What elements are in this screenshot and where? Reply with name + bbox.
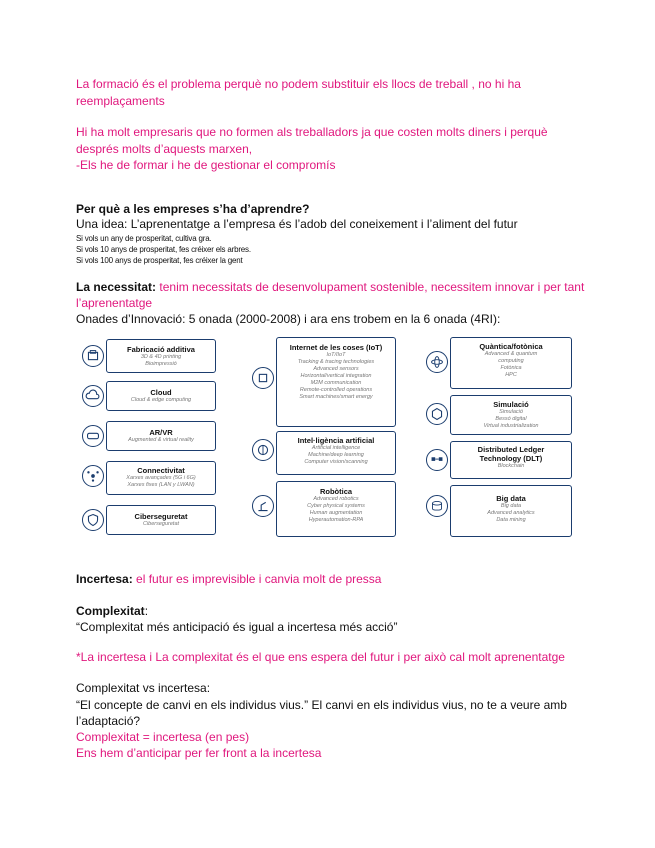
section-heading: Complexitat (76, 604, 145, 618)
tech-title: Connectivitat (137, 466, 185, 475)
tech-sub: Advanced analytics (487, 510, 535, 516)
cloud-icon (82, 385, 104, 407)
tech-sub: Computer vision/scanning (304, 459, 368, 465)
tech-title: Ciberseguretat (134, 512, 188, 521)
tech-title: Simulació (493, 400, 529, 409)
paragraph-line (76, 279, 584, 296)
tech-sub: Artificial intelligence (311, 445, 361, 451)
emphasis-text: el futur es imprevisible i canvia molt de pressa (132, 572, 382, 586)
tech-title: Big data (496, 494, 526, 503)
tech-box (450, 395, 572, 435)
tech-title: Fabricació additiva (127, 345, 195, 354)
iot-icon (252, 367, 274, 389)
paragraph-line: Ens hem d’anticipar per fer front a la incertesa (76, 746, 322, 760)
tech-title: Distributed Ledger Technology (DLT) (477, 445, 545, 463)
paragraph-line: Hi ha molt empresaris que no formen als treballadors ja que costen molts diners i perquè (76, 125, 548, 139)
paragraph-line: *La incertesa i La complexitat és el que ens espera del futur i per això cal molt aprenentatge (76, 650, 565, 664)
paragraph-line: -Els he de formar i he de gestionar el compromís (76, 158, 336, 172)
tech-sub: Advanced & quantum (484, 351, 538, 357)
paragraph-line: Onades d’Innovació: 5 onada (2000-2008) i ara ens trobem en la 6 onada (4RI): (76, 312, 501, 326)
paragraph-line: La formació és el problema perquè no podem substituir els llocs de treball , no hi ha (76, 77, 521, 91)
tech-sub: Simulació (499, 409, 523, 415)
vr-headset-icon (82, 425, 104, 447)
tech-sub: Bessó digital (495, 416, 527, 422)
small-line: Si vols un any de prosperitat, cultiva gra. (76, 234, 212, 243)
data-icon (426, 495, 448, 517)
innovation-infographic (76, 335, 576, 541)
tech-box (106, 421, 216, 451)
tech-sub: M2M communication (310, 380, 362, 386)
tech-box (450, 441, 572, 479)
paragraph-line: reemplaçaments (76, 94, 165, 108)
tech-title: Internet de les coses (IoT) (289, 343, 383, 352)
tech-sub: Machine/deep learning (308, 452, 364, 458)
paragraph-line: “El concepte de canvi en els individus vius.” El canvi en els individus vius, no te a veure amb (76, 698, 567, 712)
tech-sub: Blockchain (497, 463, 525, 469)
network-icon (82, 465, 104, 487)
tech-title: Intel·ligència artificial (297, 436, 375, 445)
paragraph-line (76, 603, 148, 620)
tech-sub: Cyber physical systems (307, 503, 365, 509)
tech-sub: Xarxes avançades (5G i 6G) (126, 475, 196, 481)
tech-sub: Remote-controlled operations (299, 387, 373, 393)
emphasis-text: tenim necessitats de desenvolupament sostenible, necessitem innovar i per tant (156, 280, 585, 294)
tech-sub: Advanced sensors (313, 366, 359, 372)
printer-icon (82, 345, 104, 367)
tech-sub: computing (498, 358, 524, 364)
tech-sub: Horizontal/vertical integration (300, 373, 372, 379)
tech-box (106, 505, 216, 535)
paragraph-line: l’adaptació? (76, 714, 141, 728)
tech-sub: Cloud & edge computing (130, 397, 192, 403)
tech-sub: Smart machines/smart energy (299, 394, 373, 400)
atom-icon (426, 351, 448, 373)
tech-box (106, 339, 216, 373)
tech-box (276, 337, 396, 427)
section-heading: La necessitat: (76, 280, 157, 294)
tech-title: Quàntica/fotònica (479, 342, 543, 351)
paragraph-line: “Complexitat més anticipació és igual a incertesa més acció” (76, 620, 398, 634)
tech-sub: Xarxes fixes (LAN y LWAN) (127, 482, 195, 488)
section-heading: Per què a les empreses s’ha d’aprendre? (76, 202, 310, 216)
tech-title: Cloud (150, 388, 172, 397)
heading-colon: : (144, 604, 149, 618)
section-heading: Incertesa: (76, 572, 133, 586)
tech-sub: Bioimpressió (145, 361, 177, 367)
tech-box (450, 485, 572, 537)
tech-sub: Tracking & tracing technologies (297, 359, 375, 365)
blockchain-icon (426, 449, 448, 471)
paragraph-line (76, 571, 381, 588)
paragraph-line: Complexitat = incertesa (en pes) (76, 730, 250, 744)
tech-box (450, 337, 572, 389)
tech-sub: Big data (500, 503, 522, 509)
tech-sub: Human augmentation (309, 510, 363, 516)
tech-title: Robòtica (319, 487, 353, 496)
robot-arm-icon (252, 495, 274, 517)
tech-sub: Augmented & virtual reality (128, 437, 194, 443)
paragraph-line: l’aprenentatge (76, 296, 153, 310)
tech-sub: Data mining (496, 517, 526, 523)
small-line: Si vols 100 anys de prosperitat, fes créixer la gent (76, 256, 243, 265)
tech-sub: Hyperautomation-RPA (308, 517, 364, 523)
tech-sub: Advanced robotics (313, 496, 359, 502)
tech-box (106, 461, 216, 495)
tech-box (276, 431, 396, 475)
shield-icon (82, 509, 104, 531)
paragraph-line: Complexitat vs incertesa: (76, 681, 211, 695)
simulation-icon (426, 403, 448, 425)
small-line: Si vols 10 anys de prosperitat, fes créixer els arbres. (76, 245, 251, 254)
tech-box (276, 481, 396, 537)
paragraph-line: després molts d’aquests marxen, (76, 142, 253, 156)
brain-icon (252, 439, 274, 461)
paragraph-line: Una idea: L’aprenentatge a l’empresa és l’adob del coneixement i l’aliment del futur (76, 217, 518, 231)
tech-sub: 3D & 4D printing (140, 354, 182, 360)
tech-sub: Fotònica (500, 365, 522, 371)
tech-sub: Virtual industrialization (483, 423, 539, 429)
tech-sub: HPC (505, 372, 517, 378)
tech-title: AR/VR (149, 428, 173, 437)
tech-sub: IoT/IIoT (326, 352, 346, 358)
tech-box (106, 381, 216, 411)
tech-sub: Ciberseguretat (142, 521, 180, 527)
